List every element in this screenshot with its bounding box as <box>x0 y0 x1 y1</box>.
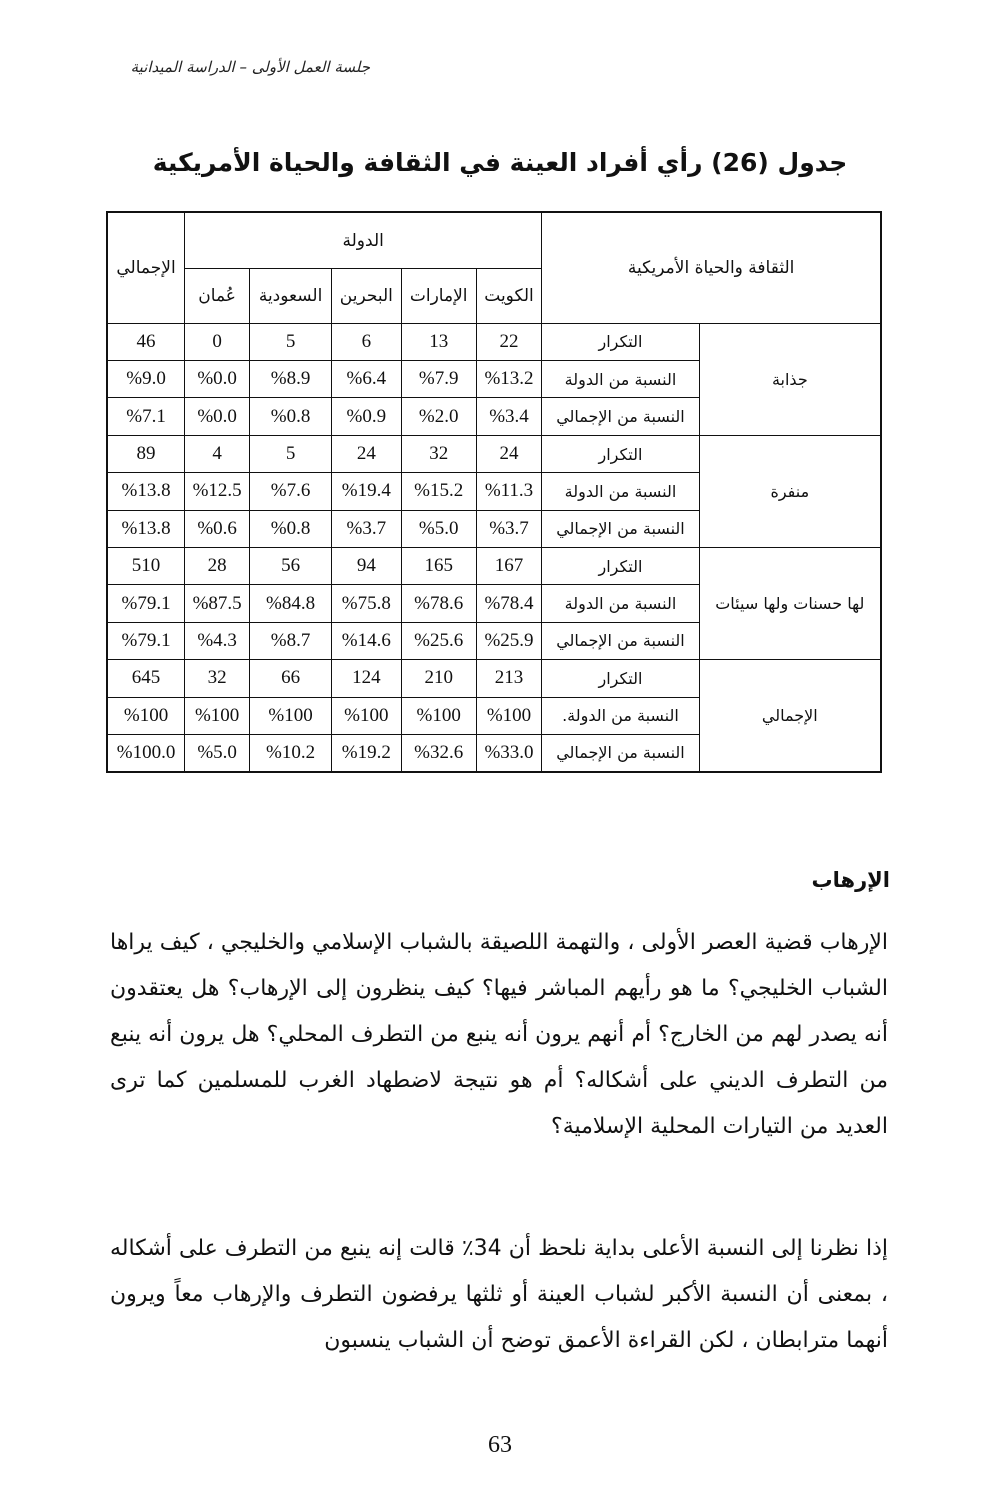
metric-label: التكرار <box>542 435 699 472</box>
country-header: البحرين <box>331 269 401 324</box>
value-cell <box>331 323 401 360</box>
body-paragraph: الإرهاب قضية العصر الأولى ، والتهمة اللصيقة بالشباب الإسلامي والخليجي ، كيف يراها الشباب الخليجي؟ ما هو رأيهم المباشر فيها؟ كيف ينظرون إلى الإرهاب؟ هل يعتقدون أنه يصدر لهم من الخارج؟ أم أنهم يرون أنه ينبع من التطرف المحلي؟ هل يرون أنه ينبع من التطرف الديني على أشكاله؟ أم هو نتيجة لاضطهاد الغرب للمسلمين كما ترى العديد من التيارات المحلية الإسلامية؟ <box>110 930 888 1139</box>
cell-value: %25.9 <box>484 629 534 651</box>
value-cell <box>401 660 476 697</box>
cell-value: 56 <box>281 555 301 577</box>
cell-value: 24 <box>499 443 519 465</box>
total-value: %7.1 <box>126 405 166 427</box>
cell-value: %12.5 <box>192 480 242 502</box>
cell-value: %8.7 <box>270 629 311 651</box>
cell-value: 0 <box>212 330 222 352</box>
value-cell <box>401 398 476 435</box>
table-row <box>107 548 881 585</box>
total-value: %100.0 <box>116 741 176 763</box>
value-cell <box>185 435 250 472</box>
survey-table <box>106 211 882 773</box>
total-cell <box>107 697 185 734</box>
cell-value: 13 <box>429 330 449 352</box>
total-column-header: الإجمالي <box>107 212 185 323</box>
metric-label: التكرار <box>542 660 699 697</box>
cell-value: %7.6 <box>270 480 311 502</box>
total-value: %100 <box>123 704 169 726</box>
value-cell <box>476 660 542 697</box>
total-cell <box>107 622 185 659</box>
value-cell <box>250 548 332 585</box>
cell-value: %19.2 <box>341 741 391 763</box>
value-cell <box>250 361 332 398</box>
total-value: %79.1 <box>121 592 171 614</box>
total-value: %79.1 <box>121 629 171 651</box>
cell-value: 5 <box>285 443 296 465</box>
cell-value: %3.4 <box>489 405 529 427</box>
cell-value: %100 <box>416 704 461 726</box>
value-cell <box>476 361 542 398</box>
total-value: 89 <box>136 443 156 465</box>
value-cell <box>185 697 250 734</box>
value-cell <box>185 622 250 659</box>
cell-value: %0.8 <box>270 405 311 427</box>
total-value: %13.8 <box>121 517 171 539</box>
cell-value: %25.6 <box>414 629 464 651</box>
value-cell <box>185 660 250 697</box>
value-cell <box>185 361 250 398</box>
cell-value: %6.4 <box>346 368 387 390</box>
value-cell <box>331 510 401 547</box>
value-cell <box>250 398 332 435</box>
value-cell <box>185 398 250 435</box>
value-cell <box>185 323 250 360</box>
table-header-row <box>107 212 881 269</box>
value-cell <box>476 510 542 547</box>
cell-value: %0.0 <box>197 368 237 390</box>
total-value: 645 <box>131 667 161 689</box>
total-cell <box>107 510 185 547</box>
metric-label: النسبة من الإجمالي <box>542 734 699 772</box>
cell-value: 22 <box>499 330 519 352</box>
value-cell <box>476 473 542 510</box>
group-label: جذابة <box>699 323 881 435</box>
value-cell <box>331 697 401 734</box>
cell-value: %87.5 <box>192 592 242 614</box>
cell-value: 24 <box>356 443 376 465</box>
value-cell <box>476 548 542 585</box>
cell-value: %8.9 <box>270 368 311 390</box>
cell-value: %4.3 <box>197 629 237 651</box>
value-cell <box>331 473 401 510</box>
cell-value: %5.0 <box>418 517 459 539</box>
cell-value: 94 <box>356 555 376 577</box>
cell-value: %75.8 <box>341 592 391 614</box>
value-cell <box>401 323 476 360</box>
value-cell <box>476 323 542 360</box>
value-cell <box>250 323 332 360</box>
total-cell <box>107 734 185 772</box>
total-cell <box>107 548 185 585</box>
value-cell <box>476 622 542 659</box>
value-cell <box>476 398 542 435</box>
country-header: السعودية <box>250 269 332 324</box>
cell-value: %78.6 <box>414 592 464 614</box>
value-cell <box>185 473 250 510</box>
value-cell <box>185 734 250 772</box>
value-cell <box>331 734 401 772</box>
total-cell <box>107 435 185 472</box>
value-cell <box>185 548 250 585</box>
country-header: الكويت <box>476 269 542 324</box>
metric-label: النسبة من الدولة. <box>542 697 699 734</box>
running-header: جلسة العمل الأولى – الدراسة الميدانية <box>130 58 370 76</box>
value-cell <box>476 697 542 734</box>
group-label: الإجمالي <box>699 660 881 772</box>
total-cell <box>107 660 185 697</box>
total-value: %9.0 <box>126 368 166 390</box>
value-cell <box>250 473 332 510</box>
cell-value: %3.7 <box>489 517 529 539</box>
cell-value: %100 <box>344 704 389 726</box>
cell-value: %84.8 <box>266 592 316 614</box>
value-cell <box>185 585 250 622</box>
cell-value: %14.6 <box>341 629 391 651</box>
cell-value: 5 <box>285 330 296 352</box>
metric-label: النسبة من الدولة <box>542 473 699 510</box>
cell-value: %0.8 <box>270 517 311 539</box>
value-cell <box>331 361 401 398</box>
cell-value: %78.4 <box>484 592 534 614</box>
metric-label: النسبة من الدولة <box>542 585 699 622</box>
value-cell <box>401 548 476 585</box>
value-cell <box>331 548 401 585</box>
total-value: 46 <box>136 330 156 352</box>
cell-value: 165 <box>424 555 453 577</box>
value-cell <box>250 660 332 697</box>
metric-label: النسبة من الإجمالي <box>542 398 699 435</box>
value-cell <box>331 398 401 435</box>
value-cell <box>476 585 542 622</box>
cell-value: 4 <box>212 443 222 465</box>
value-cell <box>250 622 332 659</box>
table-row <box>107 323 881 360</box>
value-cell <box>476 435 542 472</box>
table-row <box>107 435 881 472</box>
cell-value: %0.9 <box>346 405 387 427</box>
cell-value: 213 <box>494 667 524 689</box>
cell-value: %7.9 <box>418 368 459 390</box>
cell-value: 210 <box>424 667 453 689</box>
cell-value: 6 <box>361 330 372 352</box>
cell-value: 32 <box>207 667 227 689</box>
total-cell <box>107 361 185 398</box>
metric-label: النسبة من الإجمالي <box>542 622 699 659</box>
cell-value: %32.6 <box>414 741 464 763</box>
total-value: %13.8 <box>121 480 171 502</box>
cell-value: %0.0 <box>197 405 237 427</box>
value-cell <box>401 435 476 472</box>
cell-value: %15.2 <box>414 480 464 502</box>
value-cell <box>331 435 401 472</box>
cell-value: %0.6 <box>197 517 237 539</box>
cell-value: %3.7 <box>346 517 387 539</box>
group-label: منفرة <box>699 435 881 547</box>
cell-value: 32 <box>429 443 449 465</box>
value-cell <box>401 622 476 659</box>
metric-label: التكرار <box>542 548 699 585</box>
table-title: جدول (26) رأي أفراد العينة في الثقافة والحياة الأمريكية <box>152 148 848 177</box>
section-heading: الإرهاب <box>811 868 890 892</box>
cell-value: 28 <box>207 555 227 577</box>
country-group-header: الدولة <box>185 212 542 269</box>
cell-value: %100 <box>268 704 313 726</box>
cell-value: 124 <box>352 667 381 689</box>
topic-column-header: الثقافة والحياة الأمريكية <box>542 212 881 323</box>
cell-value: %10.2 <box>266 741 316 763</box>
total-value: 510 <box>131 555 161 577</box>
cell-value: %100 <box>194 704 240 726</box>
total-cell <box>107 585 185 622</box>
cell-value: %100 <box>486 704 532 726</box>
total-cell <box>107 398 185 435</box>
total-cell <box>107 323 185 360</box>
value-cell <box>250 585 332 622</box>
value-cell <box>331 622 401 659</box>
value-cell <box>331 585 401 622</box>
country-header: عُمان <box>185 269 250 324</box>
cell-value: 167 <box>494 555 524 577</box>
value-cell <box>250 697 332 734</box>
page-number: 63 <box>488 1432 512 1458</box>
metric-label: النسبة من الإجمالي <box>542 510 699 547</box>
value-cell <box>476 734 542 772</box>
metric-label: التكرار <box>542 323 699 360</box>
metric-label: النسبة من الدولة <box>542 361 699 398</box>
value-cell <box>250 734 332 772</box>
value-cell <box>185 510 250 547</box>
cell-value: %33.0 <box>484 741 534 763</box>
cell-value: %5.0 <box>197 741 237 763</box>
cell-value: %2.0 <box>418 405 459 427</box>
value-cell <box>401 585 476 622</box>
total-cell <box>107 473 185 510</box>
value-cell <box>401 734 476 772</box>
value-cell <box>401 510 476 547</box>
value-cell <box>250 435 332 472</box>
table-row <box>107 660 881 697</box>
cell-value: %19.4 <box>341 480 391 502</box>
country-header: الإمارات <box>401 269 476 324</box>
value-cell <box>331 660 401 697</box>
value-cell <box>401 697 476 734</box>
value-cell <box>401 361 476 398</box>
value-cell <box>401 473 476 510</box>
group-label: لها حسنات ولها سيئات <box>699 548 881 660</box>
body-paragraph: إذا نظرنا إلى النسبة الأعلى بداية نلحظ أن 34٪ قالت إنه ينبع من التطرف على أشكاله ، بمعنى أن النسبة الأكبر لشباب العينة أو ثلثها يرفضون التطرف والإرهاب معاً ويرون أنهما مترابطان ، لكن القراءة الأعمق توضح أن الشباب ينسبون <box>110 1236 888 1353</box>
cell-value: 66 <box>281 667 301 689</box>
cell-value: %13.2 <box>484 368 534 390</box>
cell-value: %11.3 <box>484 480 534 502</box>
value-cell <box>250 510 332 547</box>
